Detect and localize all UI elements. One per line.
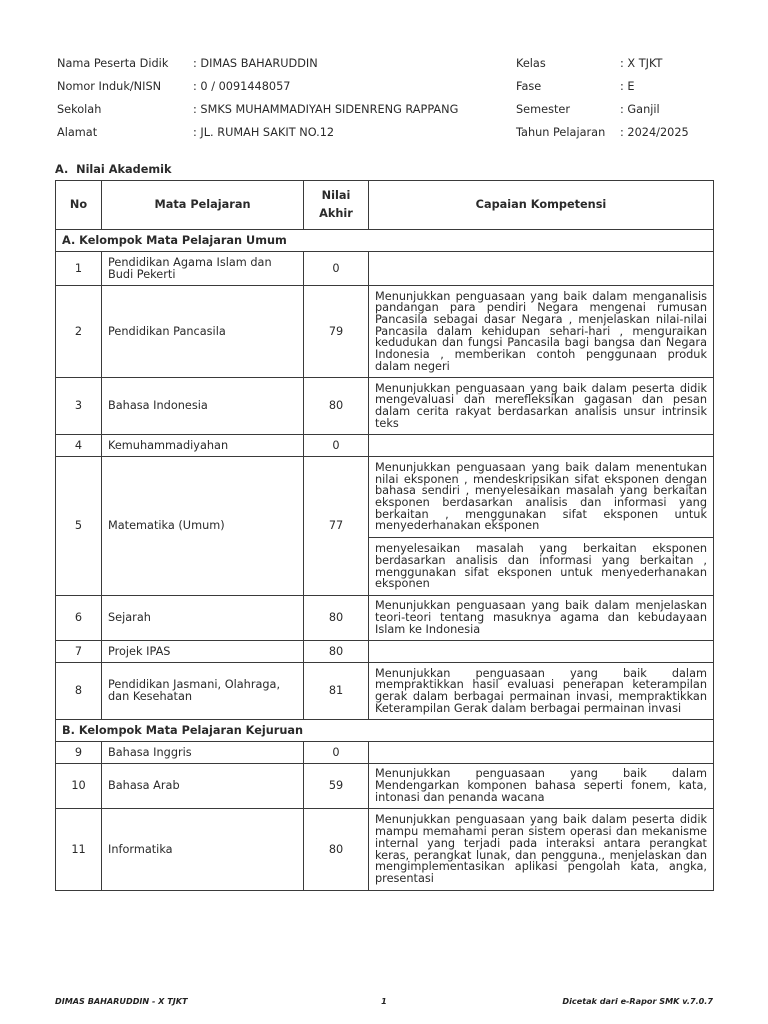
- row-number: 11: [56, 809, 102, 891]
- final-score: 79: [304, 286, 369, 378]
- separator: :: [193, 126, 197, 139]
- subject-name: Sejarah: [102, 596, 304, 641]
- semester-label: Semester: [516, 103, 570, 116]
- separator: :: [193, 80, 197, 93]
- row-number: 10: [56, 764, 102, 809]
- header-no: No: [56, 181, 102, 230]
- table-row: [56, 641, 714, 663]
- final-score: 80: [304, 596, 369, 641]
- table-row: [56, 252, 714, 286]
- header-final-score: Nilai Akhir: [304, 181, 369, 230]
- academic-year: 2024/2025: [627, 126, 689, 139]
- row-number: 9: [56, 742, 102, 764]
- table-row: [56, 457, 714, 538]
- competency-description: Menunjukkan penguasaan yang baik dalam peserta didik mengevaluasi dan merefleksikan gagasan dan pesan dalam cerita rakyat berdasarkan analisis unsur intrinsik teks: [369, 378, 714, 435]
- address-value: [193, 126, 516, 139]
- separator: :: [620, 80, 624, 93]
- competency-description: Menunjukkan penguasaan yang baik dalam menentukan nilai eksponen , mendeskripsikan sifat eksponen dengan bahasa sendiri , menyelesaikan masalah yang berkaitan eksponen berdasarkan analisis dan informasi yang berkaitan , menggunakan sifat eksponen untuk menyederhanakan eksponen: [369, 457, 714, 538]
- row-number: 5: [56, 457, 102, 596]
- separator: :: [620, 126, 624, 139]
- group-title: A. Kelompok Mata Pelajaran Umum: [56, 230, 714, 252]
- competency-description: [369, 252, 714, 286]
- competency-description: Menunjukkan penguasaan yang baik dalam menjelaskan teori-teori tentang masuknya agama dan kebudayaan Islam ke Indonesia: [369, 596, 714, 641]
- table-row: [56, 286, 714, 378]
- info-row-school: [57, 98, 717, 121]
- competency-description: Menunjukkan penguasaan yang baik dalam peserta didik mampu memahami peran sistem operasi dan mekanisme internal yang terjadi pada interaksi antara perangkat keras, perangkat lunak, dan pengguna., menjelaskan dan mengimplementasikan aplikasi pengolah kata, angka, presentasi: [369, 809, 714, 891]
- footer-printed-by: Dicetak dari e-Rapor SMK v.7.0.7: [562, 996, 713, 1006]
- class: X TJKT: [627, 57, 663, 70]
- header-competency: Capaian Kompetensi: [369, 181, 714, 230]
- section-title: A. Nilai Akademik: [55, 163, 172, 176]
- subject-name: Bahasa Inggris: [102, 742, 304, 764]
- final-score: 77: [304, 457, 369, 596]
- class-label: Kelas: [516, 57, 546, 70]
- phase: E: [627, 80, 635, 93]
- academic-year-label: Tahun Pelajaran: [516, 126, 606, 139]
- final-score: 80: [304, 378, 369, 435]
- subject-name: Pendidikan Agama Islam dan Budi Pekerti: [102, 252, 304, 286]
- subject-name: Matematika (Umum): [102, 457, 304, 596]
- competency-description: [369, 641, 714, 663]
- page-footer: [55, 996, 713, 1006]
- competency-description: [369, 742, 714, 764]
- competency-description: [369, 435, 714, 457]
- info-row-address: [57, 121, 717, 144]
- subject-name: Pendidikan Pancasila: [102, 286, 304, 378]
- group-title: B. Kelompok Mata Pelajaran Kejuruan: [56, 720, 714, 742]
- semester: Ganjil: [627, 103, 660, 116]
- school-label: Sekolah: [57, 103, 102, 116]
- group-row: [56, 230, 714, 252]
- student-name-label: Nama Peserta Didik: [57, 57, 169, 70]
- page-number: 1: [381, 996, 387, 1006]
- phase-label: Fase: [516, 80, 542, 93]
- group-row: [56, 720, 714, 742]
- info-row-nisn: [57, 75, 717, 98]
- final-score: 59: [304, 764, 369, 809]
- subject-name: Kemuhammadiyahan: [102, 435, 304, 457]
- nisn-value: [193, 80, 516, 93]
- row-number: 7: [56, 641, 102, 663]
- final-score: 80: [304, 809, 369, 891]
- info-row-name: [57, 52, 717, 75]
- academic-year-value: [620, 126, 717, 139]
- competency-description: Menunjukkan penguasaan yang baik dalam Mendengarkan komponen bahasa seperti fonem, kata, intonasi dan penanda wacana: [369, 764, 714, 809]
- subject-name: Bahasa Arab: [102, 764, 304, 809]
- subject-name: Projek IPAS: [102, 641, 304, 663]
- nisn-label: Nomor Induk/NISN: [57, 80, 162, 93]
- competency-description: menyelesaikan masalah yang berkaitan eksponen berdasarkan analisis dan informasi yang berkaitan , menggunakan sifat eksponen untuk menyederhanakan eksponen: [369, 538, 714, 596]
- row-number: 6: [56, 596, 102, 641]
- subject-name: Pendidikan Jasmani, Olahraga, dan Kesehatan: [102, 663, 304, 720]
- competency-description: Menunjukkan penguasaan yang baik dalam mempraktikkan hasil evaluasi penerapan keterampilan gerak dalam berbagai permainan invasi, mempraktikkan Keterampilan Gerak dalam berbagai permainan invasi: [369, 663, 714, 720]
- separator: :: [193, 57, 197, 70]
- row-number: 3: [56, 378, 102, 435]
- row-number: 2: [56, 286, 102, 378]
- school-value: [193, 103, 516, 116]
- competency-description: Menunjukkan penguasaan yang baik dalam menganalisis pandangan para pendiri Negara mengenai rumusan Pancasila sebagai dasar Negara , menjelaskan nilai-nilai Pancasila dalam kehidupan sehari-hari , menguraikan kedudukan dan fungsi Pancasila bagi bangsa dan Negara Indonesia , memberikan contoh penggunaan produk dalam negeri: [369, 286, 714, 378]
- table-row: [56, 378, 714, 435]
- final-score: 0: [304, 252, 369, 286]
- table-row: [56, 663, 714, 720]
- row-number: 1: [56, 252, 102, 286]
- school: SMKS MUHAMMADIYAH SIDENRENG RAPPANG: [200, 103, 459, 116]
- separator: :: [620, 57, 624, 70]
- footer-student: DIMAS BAHARUDDIN - X TJKT: [55, 996, 188, 1006]
- table-row: [56, 809, 714, 891]
- final-score: 81: [304, 663, 369, 720]
- class-value: [620, 57, 717, 70]
- row-number: 4: [56, 435, 102, 457]
- separator: :: [620, 103, 624, 116]
- table-row: [56, 435, 714, 457]
- subject-name: Informatika: [102, 809, 304, 891]
- final-score: 0: [304, 742, 369, 764]
- student-name-value: [193, 57, 516, 70]
- table-row: [56, 764, 714, 809]
- semester-value: [620, 103, 717, 116]
- subject-name: Bahasa Indonesia: [102, 378, 304, 435]
- table-row: [56, 596, 714, 641]
- student-name: DIMAS BAHARUDDIN: [200, 57, 318, 70]
- row-number: 8: [56, 663, 102, 720]
- grades-table: [55, 180, 714, 891]
- final-score: 0: [304, 435, 369, 457]
- table-row: [56, 742, 714, 764]
- header-subject: Mata Pelajaran: [102, 181, 304, 230]
- final-score: 80: [304, 641, 369, 663]
- address-label: Alamat: [57, 126, 98, 139]
- table-header-row: [56, 181, 714, 230]
- student-info: [57, 52, 717, 144]
- separator: :: [193, 103, 197, 116]
- address: JL. RUMAH SAKIT NO.12: [200, 126, 335, 139]
- phase-value: [620, 80, 717, 93]
- nisn: 0 / 0091448057: [200, 80, 291, 93]
